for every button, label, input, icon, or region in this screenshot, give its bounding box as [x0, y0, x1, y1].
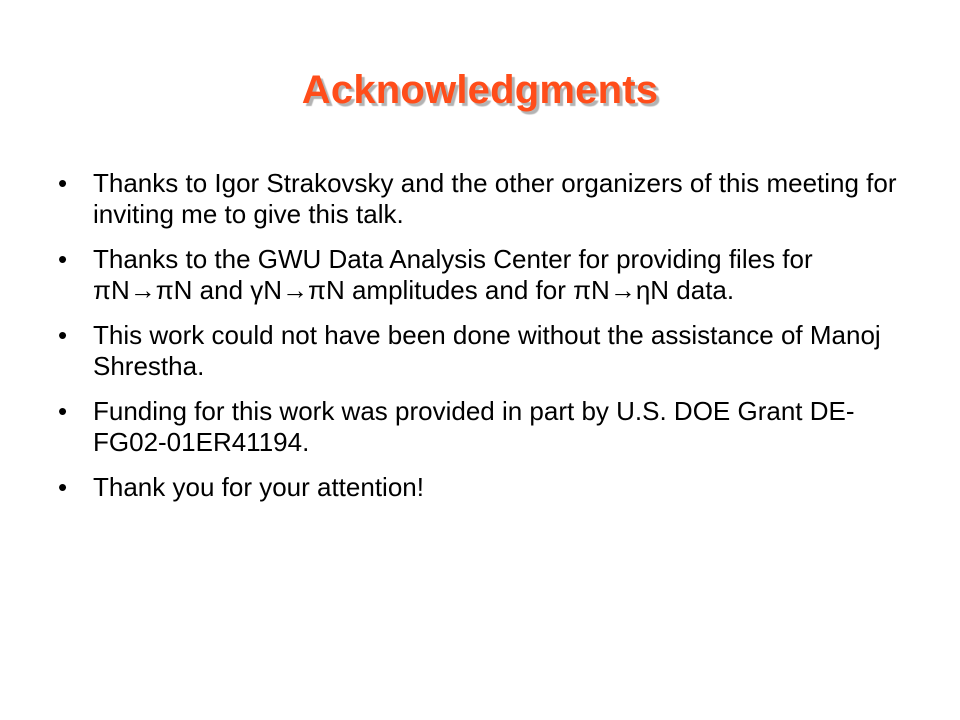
bullet-item [58, 472, 898, 503]
bullet-text: Thanks to the GWU Data Analysis Center for providing files for πN→πN and γN→πN amplitudes and for πN→ηN data. [93, 244, 813, 305]
bullet-list [58, 168, 898, 517]
bullet-text: Thank you for your attention! [93, 472, 424, 502]
bullet-marker: • [58, 396, 68, 426]
bullet-item [58, 168, 898, 230]
slide-title: Acknowledgments [301, 68, 659, 112]
bullet-item [58, 396, 898, 458]
bullet-item [58, 244, 898, 306]
bullet-marker: • [58, 320, 68, 350]
bullet-marker: • [58, 168, 68, 198]
bullet-marker: • [58, 472, 68, 502]
bullet-marker: • [58, 244, 68, 274]
bullet-text: This work could not have been done without the assistance of Manoj Shrestha. [93, 320, 881, 381]
bullet-item [58, 320, 898, 382]
bullet-text: Thanks to Igor Strakovsky and the other organizers of this meeting for inviting me to give this talk. [93, 168, 897, 229]
bullet-text: Funding for this work was provided in part by U.S. DOE Grant DE-FG02-01ER41194. [93, 396, 855, 457]
